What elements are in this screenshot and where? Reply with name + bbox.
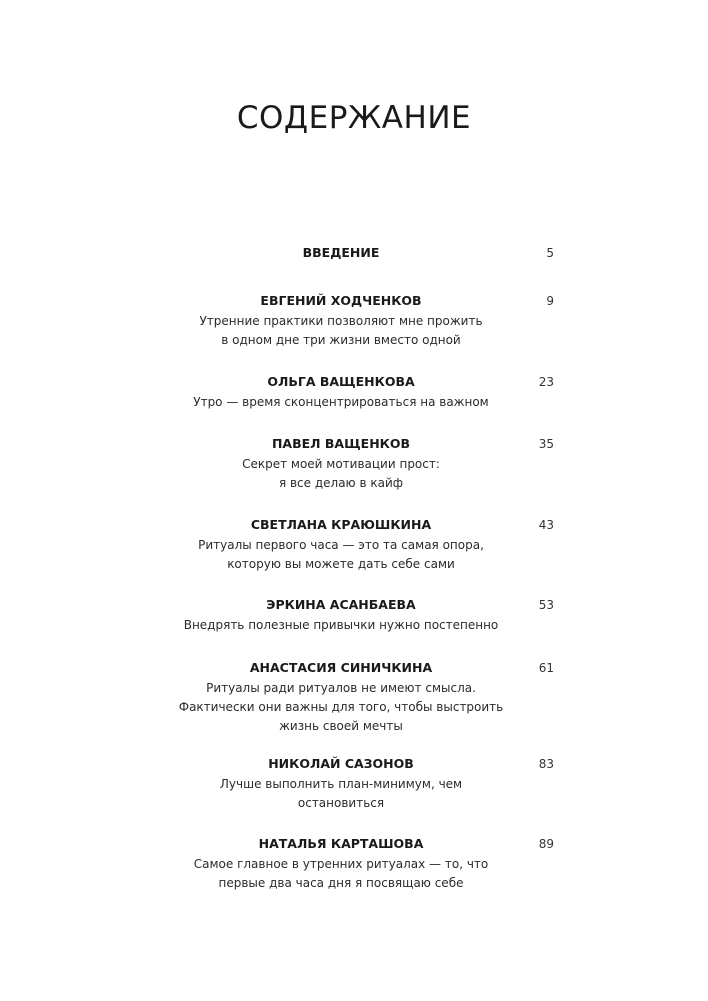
toc-entry-title: ЕВГЕНИЙ ХОДЧЕНКОВ <box>260 293 422 308</box>
toc-entry-subtitle-line: которую вы можете дать себе сами <box>227 557 455 571</box>
toc-entry-subtitle-line: Ритуалы первого часа — это та самая опора, <box>198 538 484 552</box>
toc-entry-page-number: 5 <box>546 246 554 260</box>
toc-entry-page-number: 83 <box>538 757 554 771</box>
toc-entry-page-number: 35 <box>538 437 554 451</box>
toc-entry-subtitle-line: Самое главное в утренних ритуалах — то, что <box>193 857 489 871</box>
toc-entry-page-number: 9 <box>546 294 554 308</box>
toc-entry-title: НАТАЛЬЯ КАРТАШОВА <box>258 836 424 851</box>
toc-entry-subtitle-line: Ритуалы ради ритуалов не имеют смысла. <box>206 681 476 695</box>
toc-entry-subtitle-line: Утро — время сконцентрироваться на важном <box>193 395 489 409</box>
toc-entry-subtitle-line: Лучше выполнить план-минимум, чем <box>219 777 463 791</box>
toc-entry-title: АНАСТАСИЯ СИНИЧКИНА <box>249 660 433 675</box>
toc-entry-title: ЭРКИНА АСАНБАЕВА <box>266 597 416 612</box>
toc-entry-subtitle-line: жизнь своей мечты <box>279 719 403 733</box>
toc-entry-subtitle <box>160 855 522 893</box>
page-title: СОДЕРЖАНИЕ <box>236 100 472 136</box>
toc-entry-title: НИКОЛАЙ САЗОНОВ <box>268 756 414 771</box>
toc-entry-subtitle-line: Секрет моей мотивации прост: <box>242 457 440 471</box>
toc-entry-subtitle <box>160 775 522 813</box>
toc-entry-subtitle <box>160 393 522 412</box>
toc-entry-subtitle <box>160 679 522 736</box>
toc-entry-subtitle <box>160 455 522 493</box>
toc-entry-subtitle-line: Фактически они важны для того, чтобы выстроить <box>178 700 504 714</box>
toc-entry-subtitle-line: в одном дне три жизни вместо одной <box>221 333 461 347</box>
toc-entry-title: СВЕТЛАНА КРАЮШКИНА <box>250 517 432 532</box>
toc-entry-page-number: 61 <box>538 661 554 675</box>
toc-entry-page-number: 43 <box>538 518 554 532</box>
toc-entry-subtitle-line: Утренние практики позволяют мне прожить <box>199 314 483 328</box>
toc-entry-subtitle-line: Внедрять полезные привычки нужно постепенно <box>183 618 499 632</box>
toc-entry-subtitle <box>160 536 522 574</box>
toc-entry-subtitle-line: первые два часа дня я посвящаю себе <box>218 876 464 890</box>
toc-entry-subtitle-line: я все делаю в кайф <box>278 476 404 490</box>
toc-entry-page-number: 23 <box>538 375 554 389</box>
toc-entry-title: ВВЕДЕНИЕ <box>302 245 380 260</box>
toc-entry-subtitle-line: остановиться <box>297 796 385 810</box>
toc-entry-subtitle <box>160 616 522 635</box>
toc-entry-title: ОЛЬГА ВАЩЕНКОВА <box>267 374 415 389</box>
toc-entry-page-number: 89 <box>538 837 554 851</box>
toc-entry-title: ПАВЕЛ ВАЩЕНКОВ <box>271 436 411 451</box>
toc-entry-page-number: 53 <box>538 598 554 612</box>
toc-entry-subtitle <box>160 312 522 350</box>
